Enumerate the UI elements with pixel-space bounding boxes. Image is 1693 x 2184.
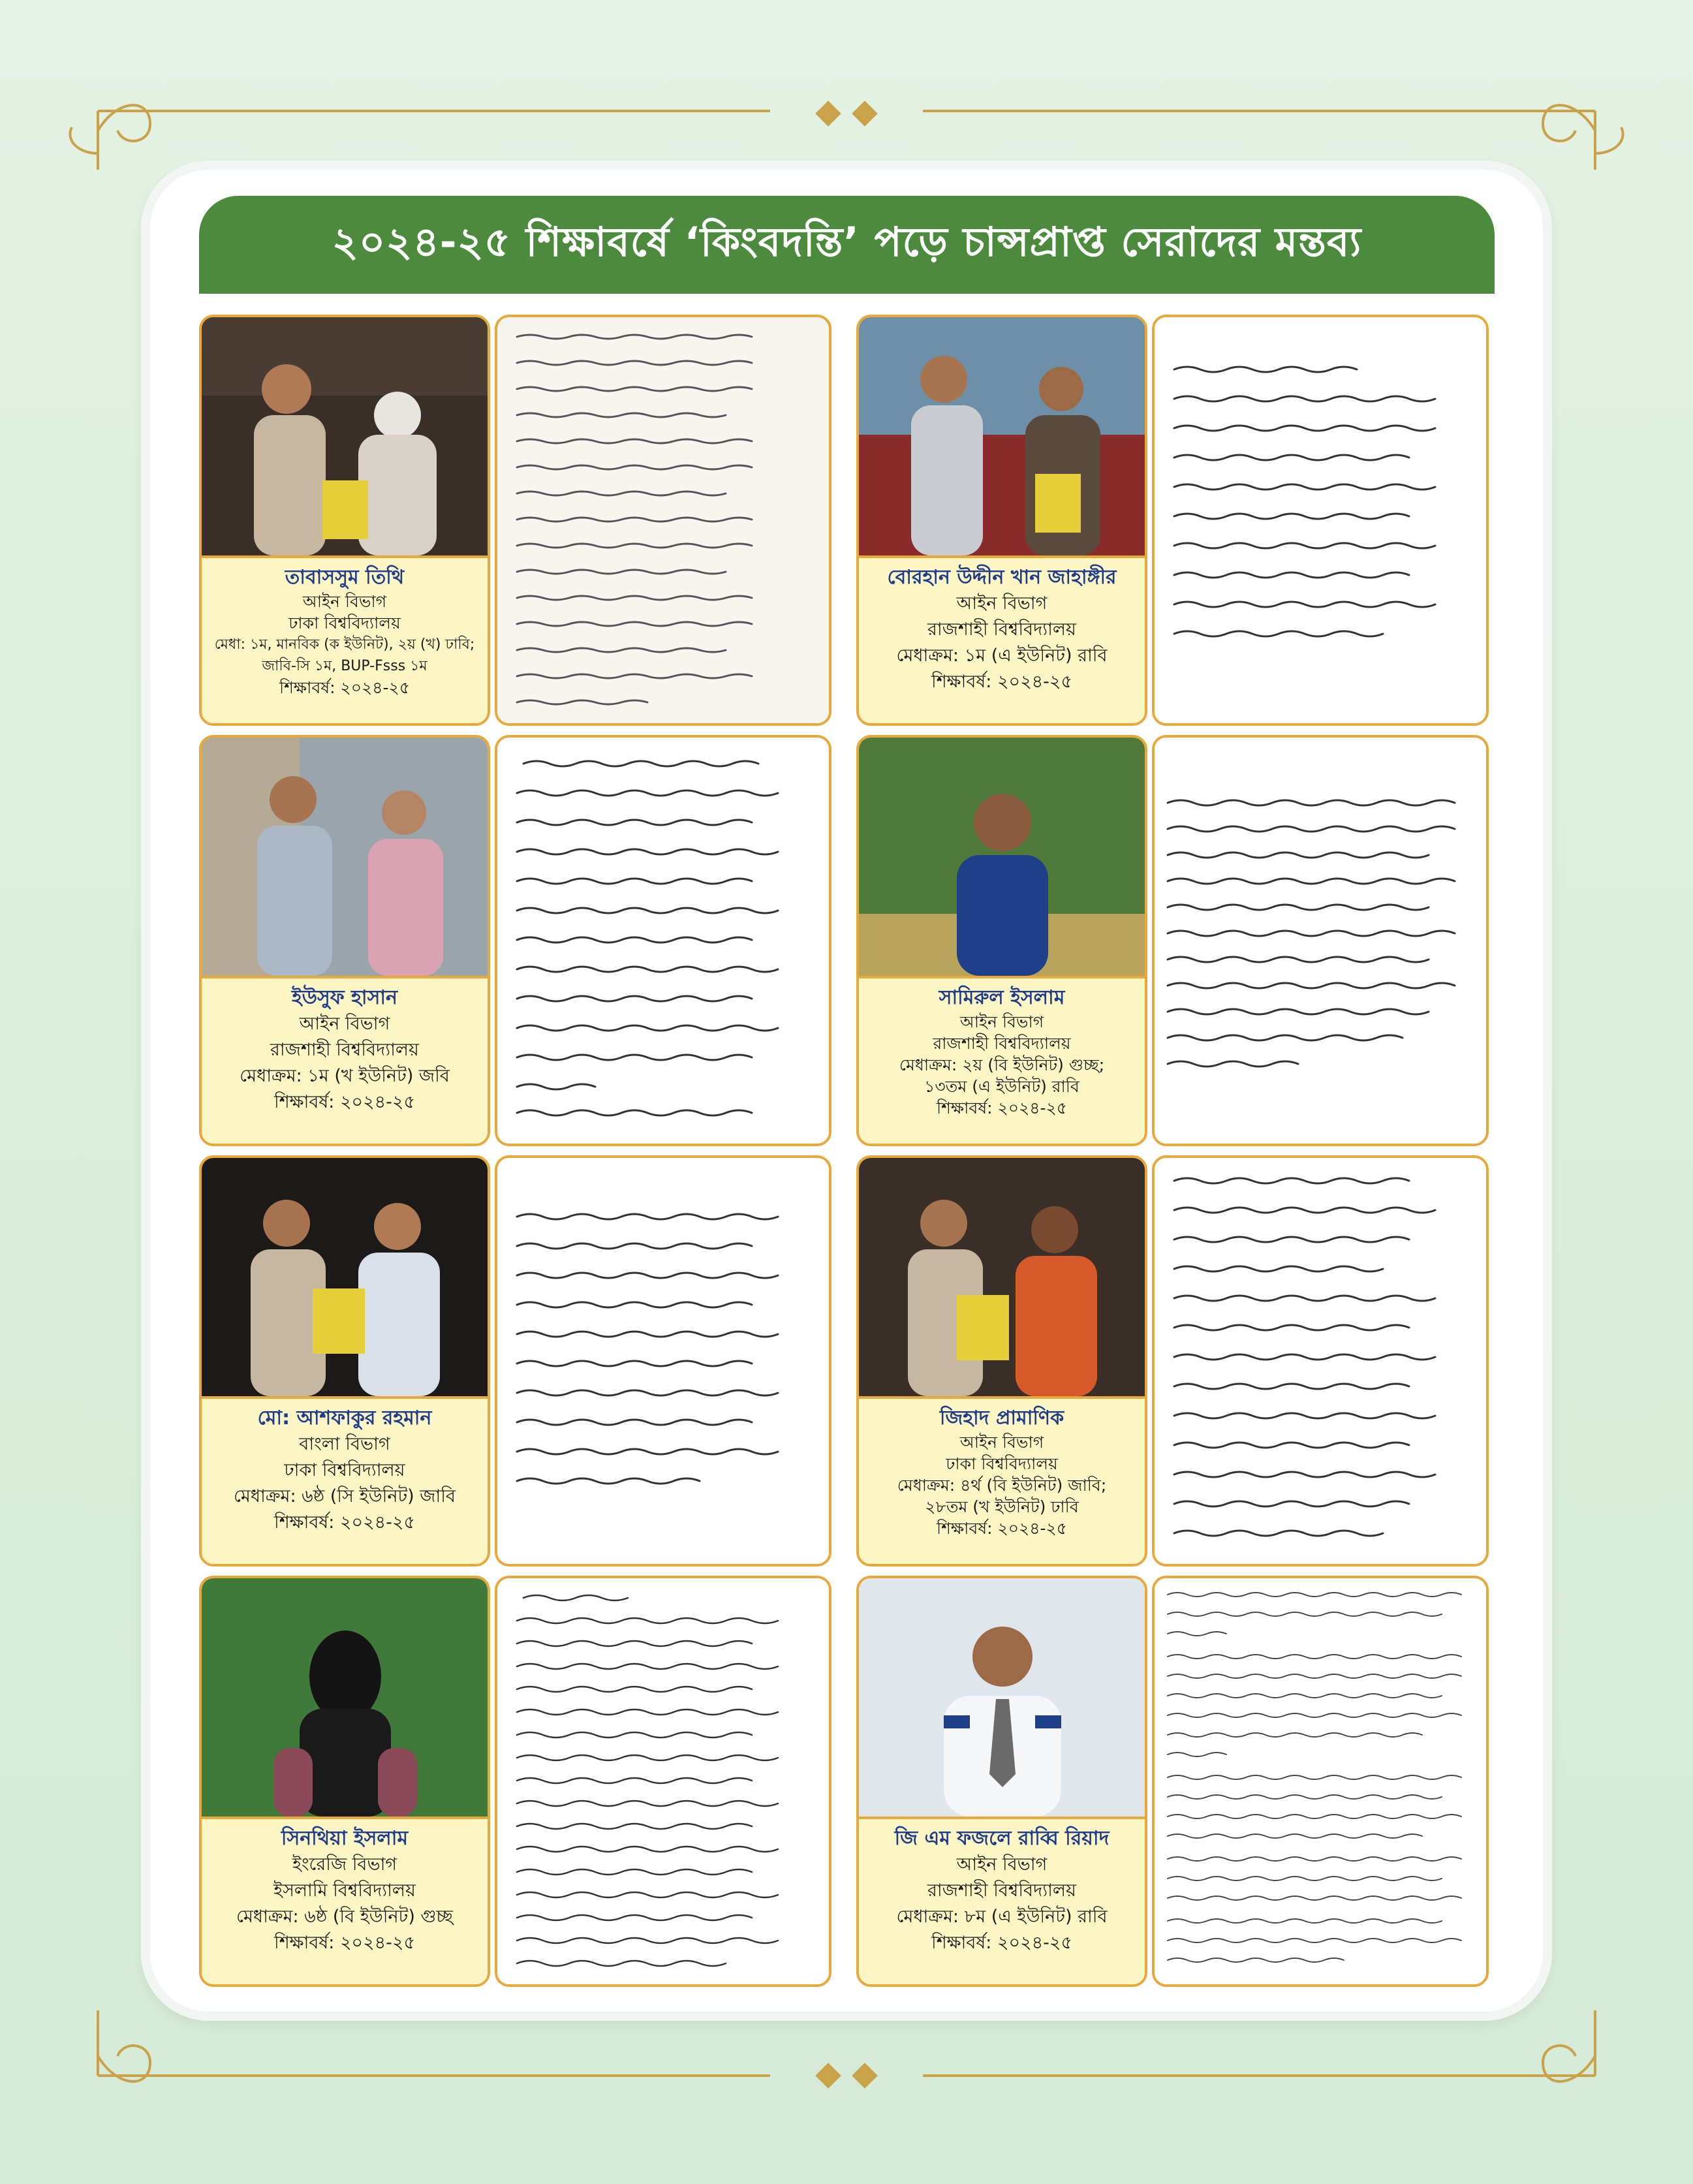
student-photo-3 (202, 738, 488, 976)
student-caption-7 (202, 1817, 488, 1984)
student-info-line: ইংরেজি বিভাগ (292, 1854, 397, 1875)
student-info-line: শিক্ষাবর্ষ: ২০২৪-২৫ (273, 1933, 415, 1953)
student-name: ইউসুফ হাসান (291, 986, 398, 1009)
student-info-line: মেধাক্রম: ৮ম (এ ইউনিট) রাবি (896, 1907, 1108, 1927)
student-card-1 (199, 315, 490, 726)
title-banner (199, 196, 1495, 294)
student-info-line: রাজশাহী বিশ্ববিদ্যালয় (927, 1880, 1076, 1901)
student-info-line: শিক্ষাবর্ষ: ২০২৪-২৫ (273, 1092, 415, 1112)
student-caption-5 (202, 1396, 488, 1564)
student-photo-5 (202, 1158, 488, 1396)
student-info-line: আইন বিভাগ (299, 1014, 390, 1034)
student-info-line: আইন বিভাগ (302, 592, 387, 611)
student-caption-3 (202, 976, 488, 1144)
student-info-line: ১৩তম (এ ইউনিট) রাবি (924, 1077, 1079, 1096)
student-photo-6 (859, 1158, 1145, 1396)
student-name: সিনথিয়া ইসলাম (281, 1827, 409, 1850)
student-info-line: মেধাক্রম: ৬ষ্ঠ (সি ইউনিট) জাবি (233, 1486, 456, 1506)
top-ornament (0, 0, 1693, 170)
student-name: তাবাসসুম তিথি (285, 566, 405, 589)
student-info-line: রাজশাহী বিশ্ববিদ্যালয় (270, 1040, 419, 1060)
student-info-line: ২৮তম (খ ইউনিট) ঢাবি (925, 1497, 1079, 1516)
student-info-line: বাংলা বিভাগ (299, 1434, 390, 1454)
bottom-ornament (0, 2010, 1693, 2184)
student-info-line: জাবি-সি ১ম, BUP-Fsss ১ম (262, 658, 427, 674)
handwritten-note-1 (495, 315, 831, 726)
handwritten-note-8 (1152, 1576, 1489, 1987)
student-info-line: মেধাক্রম: ২য় (বি ইউনিট) গুচ্ছ; (899, 1055, 1105, 1074)
handwritten-note-2 (1152, 315, 1489, 726)
student-name: মো: আশফাকুর রহমান (257, 1407, 432, 1429)
page-title: ২০২৪-২৫ শিক্ষাবর্ষে ‘কিংবদন্তি’ পড়ে চান্সপ্রাপ্ত সেরাদের মন্তব্য (332, 217, 1362, 266)
student-photo-7 (202, 1578, 488, 1817)
student-name: জিহাদ প্রামাণিক (939, 1407, 1064, 1429)
student-card-4 (856, 735, 1147, 1146)
student-caption-6 (859, 1396, 1145, 1564)
student-name: বোরহান উদ্দীন খান জাহাঙ্গীর (887, 566, 1117, 589)
student-info-line: মেধা: ১ম, মানবিক (ক ইউনিট), ২য় (খ) ঢাবি; (214, 636, 475, 653)
student-info-line: আইন বিভাগ (956, 1854, 1048, 1875)
student-caption-4 (859, 976, 1145, 1144)
student-info-line: শিক্ষাবর্ষ: ২০২৪-২৫ (273, 1512, 415, 1533)
student-info-line: ঢাকা বিশ্ববিদ্যালয় (946, 1454, 1058, 1473)
student-caption-1 (202, 555, 488, 723)
handwritten-note-7 (495, 1576, 831, 1987)
student-info-line: ইসলামি বিশ্ববিদ্যালয় (273, 1880, 416, 1901)
student-info-line: শিক্ষাবর্ষ: ২০২৪-২৫ (936, 1099, 1067, 1117)
student-info-line: রাজশাহী বিশ্ববিদ্যালয় (933, 1034, 1071, 1053)
student-info-line: মেধাক্রম: ১ম (এ ইউনিট) রাবি (896, 646, 1108, 666)
student-info-line: শিক্ষাবর্ষ: ২০২৪-২৫ (931, 672, 1072, 692)
student-info-line: শিক্ষাবর্ষ: ২০২৪-২৫ (279, 678, 410, 697)
student-photo-2 (859, 317, 1145, 555)
student-card-5 (199, 1155, 490, 1567)
handwritten-note-6 (1152, 1155, 1489, 1567)
student-card-7 (199, 1576, 490, 1987)
student-photo-4 (859, 738, 1145, 976)
student-card-8 (856, 1576, 1147, 1987)
student-info-line: ঢাকা বিশ্ববিদ্যালয় (284, 1460, 405, 1480)
student-info-line: ঢাকা বিশ্ববিদ্যালয় (288, 614, 401, 632)
student-info-line: শিক্ষাবর্ষ: ২০২৪-২৫ (931, 1933, 1072, 1953)
student-info-line: মেধাক্রম: ৪র্থ (বি ইউনিট) জাবি; (897, 1476, 1107, 1495)
student-info-line: আইন বিভাগ (959, 1433, 1044, 1452)
student-info-line: রাজশাহী বিশ্ববিদ্যালয় (927, 619, 1076, 640)
student-photo-8 (859, 1578, 1145, 1817)
student-card-2 (856, 315, 1147, 726)
student-card-3 (199, 735, 490, 1146)
handwritten-note-3 (495, 735, 831, 1146)
student-name: জি এম ফজলে রাব্বি রিয়াদ (894, 1827, 1110, 1850)
student-photo-1 (202, 317, 488, 555)
handwritten-note-5 (495, 1155, 831, 1567)
student-info-line: মেধাক্রম: ১ম (খ ইউনিট) জবি (240, 1066, 450, 1086)
student-name: সামিরুল ইসলাম (939, 986, 1065, 1009)
student-info-line: আইন বিভাগ (959, 1012, 1044, 1031)
student-info-line: শিক্ষাবর্ষ: ২০২৪-২৫ (936, 1519, 1067, 1538)
student-caption-2 (859, 555, 1145, 723)
student-card-6 (856, 1155, 1147, 1567)
student-caption-8 (859, 1817, 1145, 1984)
student-info-line: মেধাক্রম: ৬ষ্ঠ (বি ইউনিট) গুচ্ছ (236, 1907, 453, 1927)
handwritten-note-4 (1152, 735, 1489, 1146)
student-info-line: আইন বিভাগ (956, 593, 1048, 614)
